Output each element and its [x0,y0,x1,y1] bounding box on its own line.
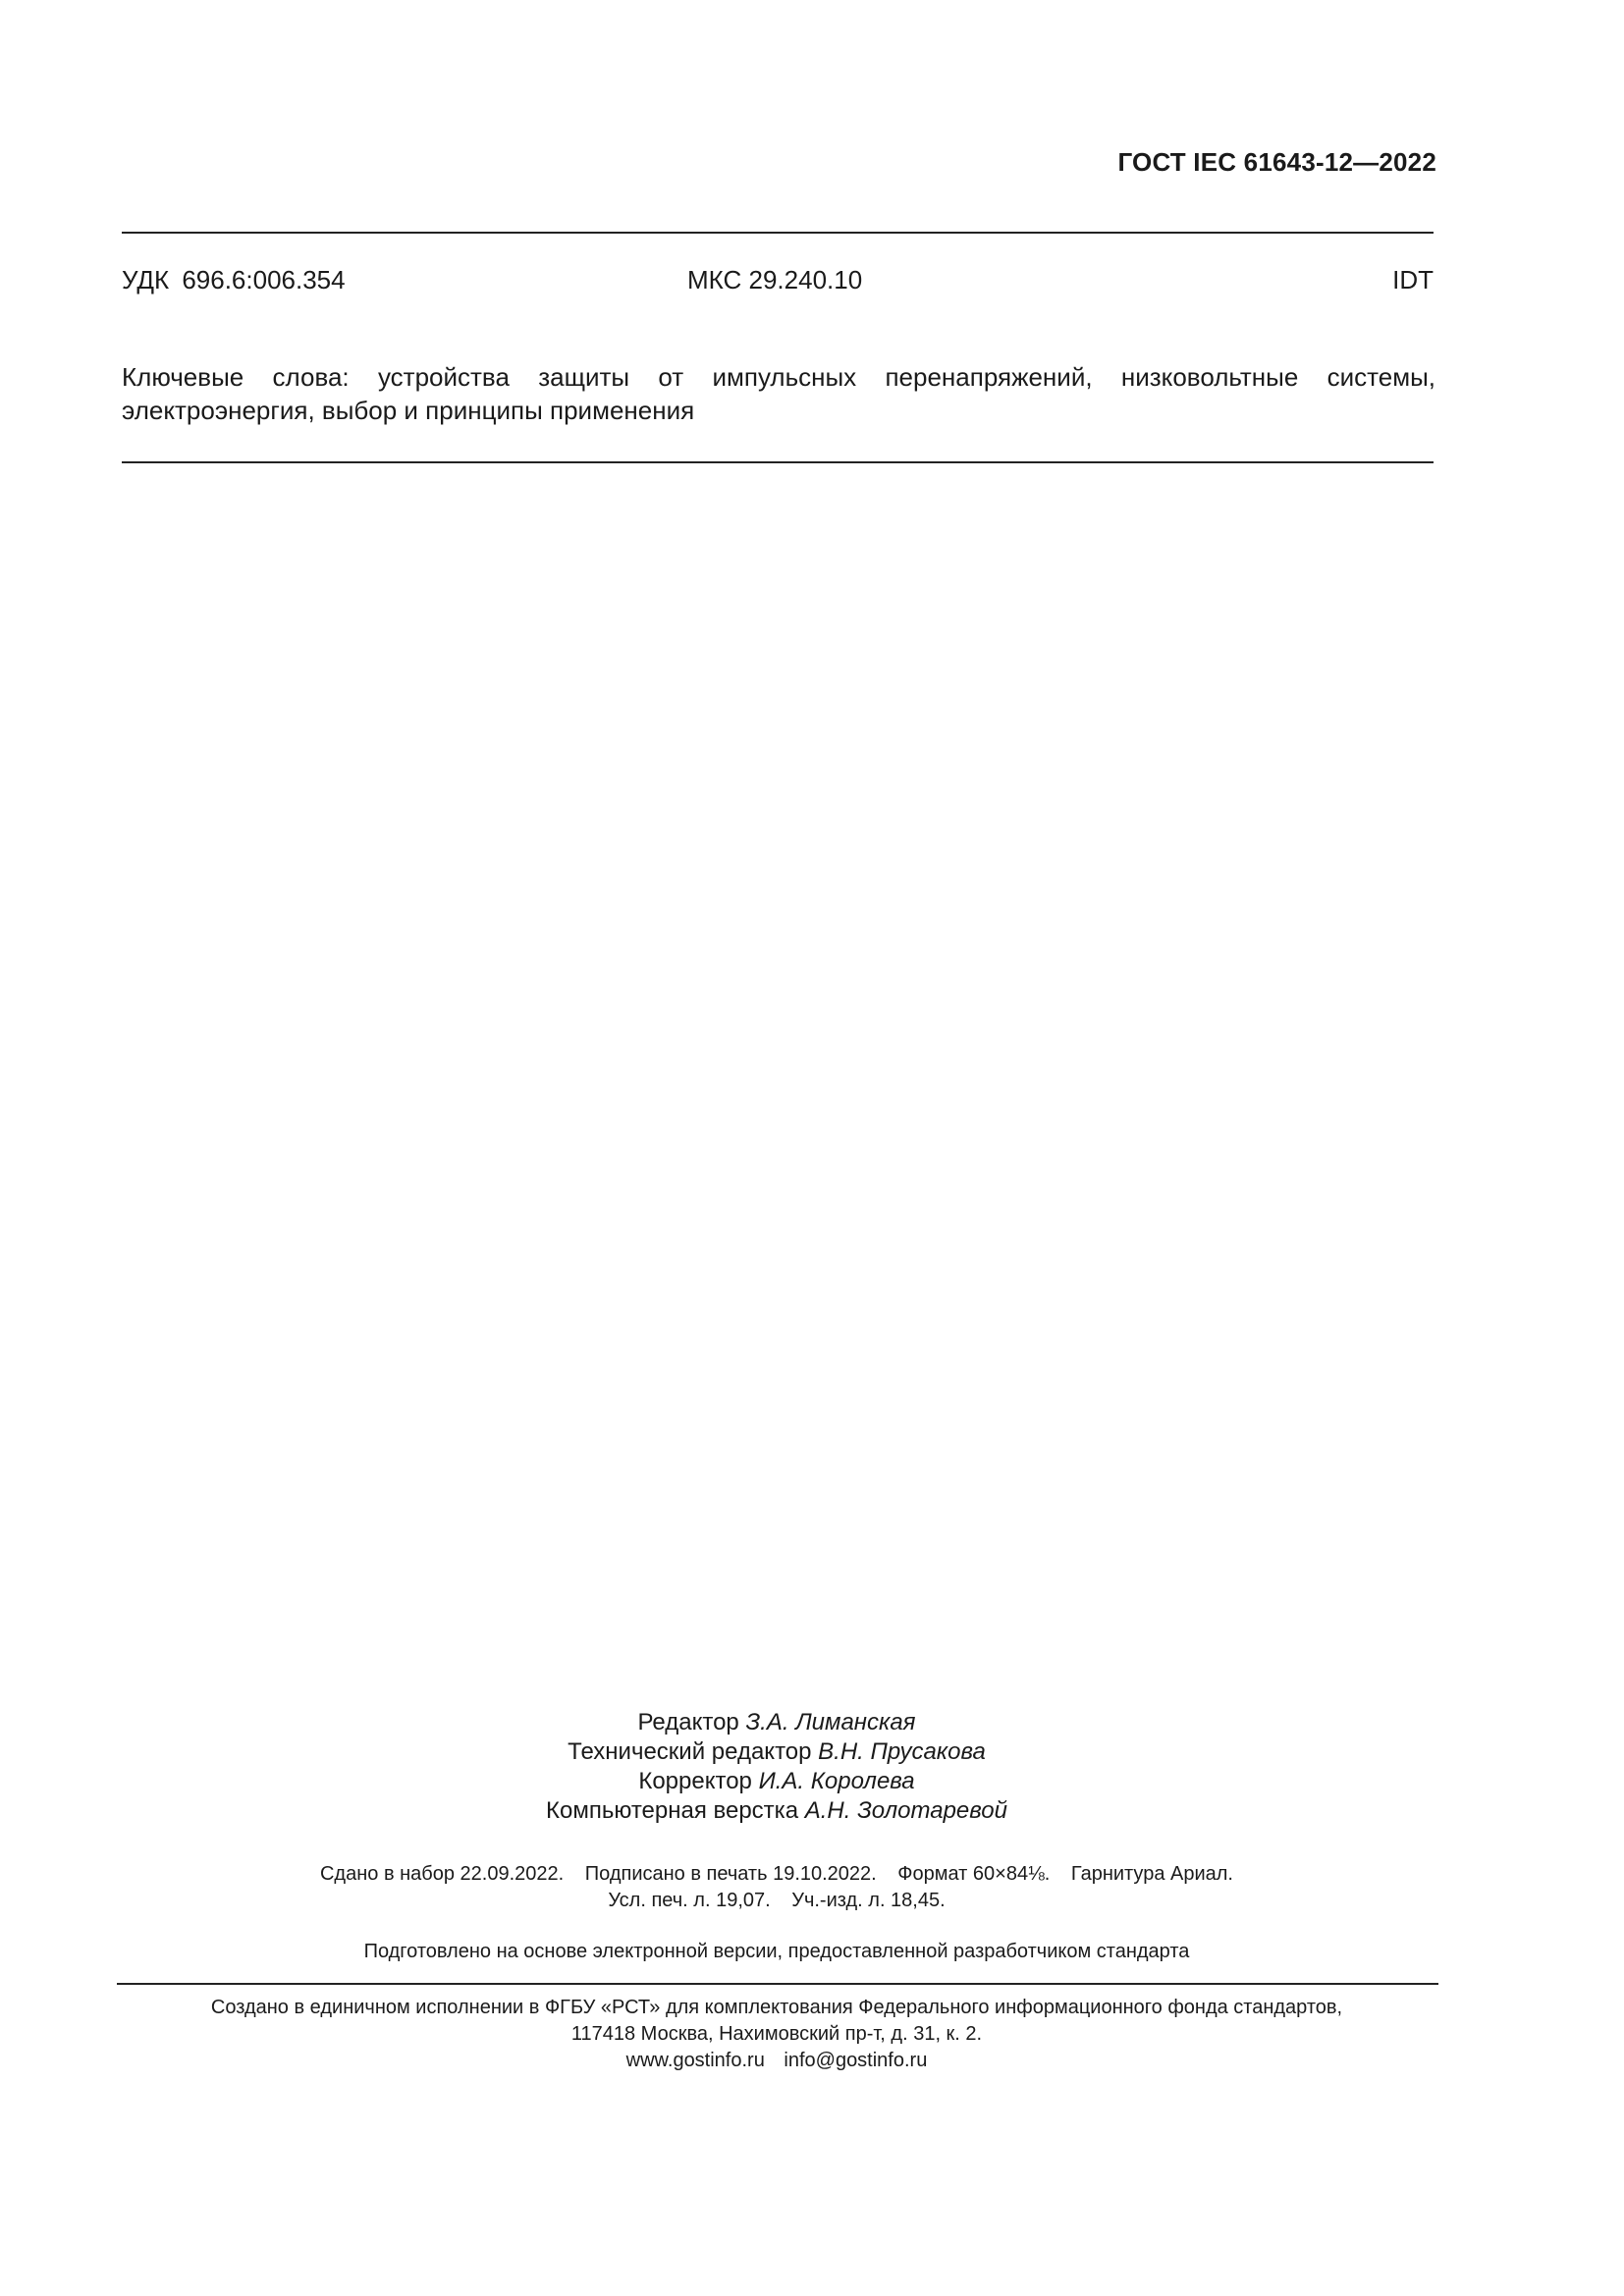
print-info-line-2 [0,1888,1553,1914]
credit-role: Редактор [637,1709,739,1735]
print-sheets: Усл. печ. л. 19,07. [608,1890,771,1911]
credit-name: З.А. Лиманская [745,1709,916,1735]
contacts [0,2048,1553,2074]
email-link[interactable]: info@gostinfo.ru [784,2050,928,2071]
udk-code: УДК 696.6:006.354 [122,265,346,294]
credit-name: В.Н. Прусакова [818,1738,986,1765]
credits-block [0,1708,1553,1826]
mks-code: МКС 29.240.10 [687,265,863,294]
submitted-date: Сдано в набор 22.09.2022. [319,1863,565,1885]
top-divider [122,232,1434,234]
idt-label: IDT [1392,265,1434,294]
print-info [0,1861,1553,1914]
created-line-1: Создано в единичном исполнении в ФГБУ «РСТ» для комплектования Федерального информационного фонда стандартов, [210,1997,1343,2018]
credit-technical-editor [0,1737,1553,1767]
credit-name: А.Н. Золотаревой [804,1797,1007,1824]
credit-name: И.А. Королева [758,1768,915,1794]
credit-layout [0,1796,1553,1826]
footer-divider [117,1983,1438,1985]
created-address: 117418 Москва, Нахимовский пр-т, д. 31, к. 2. [570,2023,983,2045]
paper-format: Формат 60×84⅛. [897,1863,1051,1885]
keywords-divider [122,461,1434,463]
keywords-paragraph: Ключевые слова: устройства защиты от импульсных перенапряжений, низковольтные системы, электроэнергия, выбор и принципы применения [122,362,1435,425]
print-info-line-1 [0,1861,1553,1888]
typeface: Гарнитура Ариал. [1070,1863,1233,1885]
publishing-sheets: Уч.-изд. л. 18,45. [791,1890,946,1911]
website-link[interactable]: www.gostinfo.ru [625,2050,765,2071]
credit-role: Корректор [638,1768,752,1794]
signed-date: Подписано в печать 19.10.2022. [584,1863,877,1885]
prepared-note: Подготовлено на основе электронной версии, предоставленной разработчиком стандарта [363,1941,1190,1962]
credit-editor [0,1708,1553,1737]
credit-role: Технический редактор [568,1738,812,1765]
created-note [0,1995,1553,2074]
credit-role: Компьютерная верстка [546,1797,799,1824]
credit-proofreader [0,1767,1553,1796]
document-code: ГОСТ IEC 61643-12—2022 [1117,147,1436,177]
